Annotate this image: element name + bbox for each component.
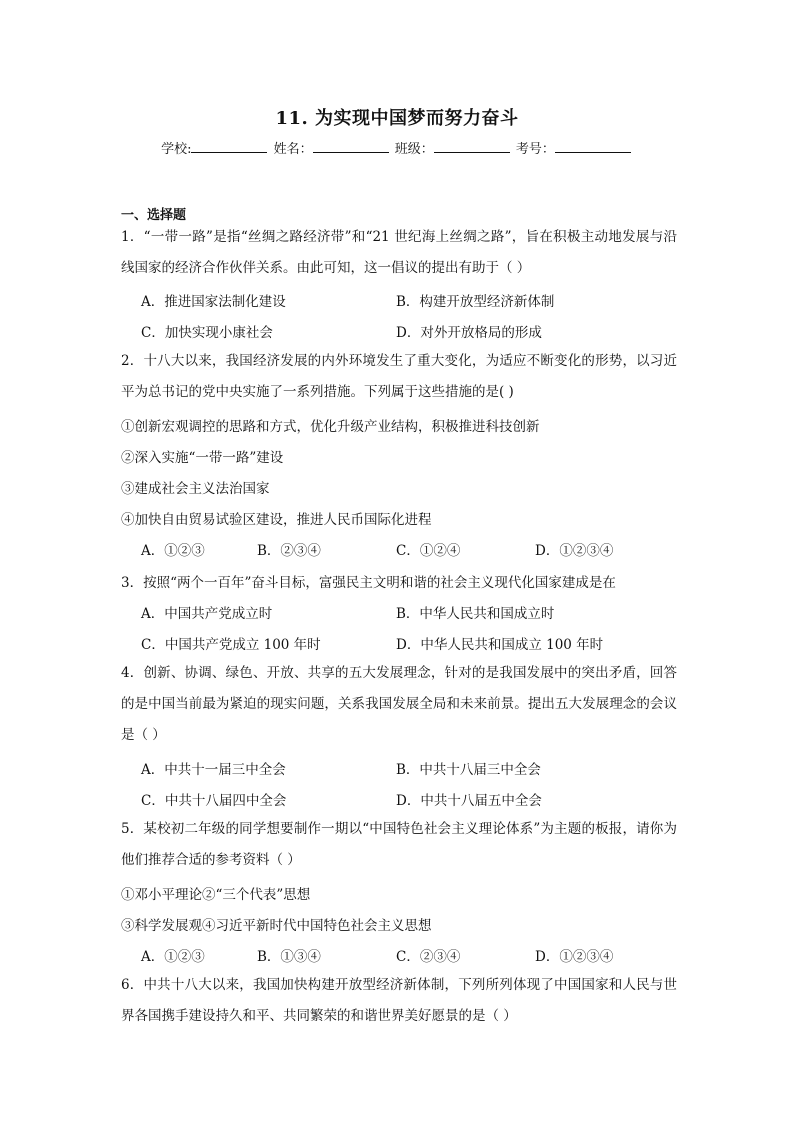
question-4-text: 4．创新、协调、绿色、开放、共享的五大发展理念，针对的是我国发展中的突出矛盾，回答的是中国当前最为紧迫的现实问题，关系我国发展全局和未来前景。提出五大发展理念的会议是（ ） xyxy=(121,665,677,743)
q2-item-1: ①创新宏观调控的思路和方式，优化升级产业结构，积极推进科技创新 xyxy=(121,419,540,435)
student-info-line xyxy=(0,138,794,157)
name-label: 姓名： xyxy=(273,142,313,157)
q5-item-1: ①邓小平理论②“三个代表”思想 xyxy=(121,887,311,903)
question-5-text: 5．某校初二年级的同学想要制作一期以“中国特色社会主义理论体系”为主题的板报，请你为他们推荐合适的参考资料（ ） xyxy=(121,821,677,868)
section-title: 一、选择题 xyxy=(121,208,187,223)
question-6-text: 6．中共十八大以来，我国加快构建开放型经济新体制，下列所列体现了中国国家和人民与世界各国携手建设持久和平、共同繁荣的和谐世界美好愿景的是（ ） xyxy=(121,977,677,1024)
page-title: 11. 为实现中国梦而努力奋斗 xyxy=(275,108,519,129)
q4-option-d: D．中共十八届五中全会 xyxy=(396,793,542,809)
exam-no-label: 考号： xyxy=(515,142,555,157)
q2-option-a: A．①②③ xyxy=(141,543,205,559)
q3-option-c: C．中国共产党成立 100 年时 xyxy=(141,637,321,653)
q1-option-a: A．推进国家法制化建设 xyxy=(141,294,286,310)
q5-option-a: A．①②③ xyxy=(141,949,205,965)
class-blank xyxy=(434,140,510,153)
q3-option-a: A．中国共产党成立时 xyxy=(141,606,273,622)
q4-option-c: C．中共十八届四中全会 xyxy=(141,793,287,809)
q4-option-b: B．中共十八届三中全会 xyxy=(396,762,541,778)
q1-option-d: D．对外开放格局的形成 xyxy=(396,325,542,341)
q2-item-4: ④加快自由贸易试验区建设，推进人民币国际化进程 xyxy=(121,512,432,528)
school-blank xyxy=(191,140,267,153)
q5-option-c: C．②③④ xyxy=(396,949,461,965)
q2-item-2: ②深入实施“一带一路”建设 xyxy=(121,450,284,466)
q2-item-3: ③建成社会主义法治国家 xyxy=(121,481,270,497)
class-label: 班级： xyxy=(394,142,434,157)
q2-option-d: D．①②③④ xyxy=(535,543,614,559)
q5-option-d: D．①②③④ xyxy=(535,949,614,965)
q1-option-c: C．加快实现小康社会 xyxy=(141,325,273,341)
name-blank xyxy=(313,140,389,153)
question-3-text: 3．按照“两个一百年”奋斗目标，富强民主文明和谐的社会主义现代化国家建成是在 xyxy=(121,575,616,591)
q3-option-d: D．中华人民共和国成立 100 年时 xyxy=(396,637,604,653)
q3-option-b: B．中华人民共和国成立时 xyxy=(396,606,555,622)
q2-option-b: B．②③④ xyxy=(257,543,321,559)
q2-option-c: C．①②④ xyxy=(396,543,461,559)
question-1-text: 1．“一带一路”是指“丝绸之路经济带”和“21 世纪海上丝绸之路”，旨在积极主动地发展与沿线国家的经济合作伙伴关系。由此可知，这一倡议的提出有助于（ ） xyxy=(121,229,677,276)
q5-item-2: ③科学发展观④习近平新时代中国特色社会主义思想 xyxy=(121,918,432,934)
q1-option-b: B．构建开放型经济新体制 xyxy=(396,294,555,310)
q4-option-a: A．中共十一届三中全会 xyxy=(141,762,286,778)
school-label: 学校: xyxy=(161,142,192,157)
exam-no-blank xyxy=(555,140,631,153)
question-2-text: 2．十八大以来，我国经济发展的内外环境发生了重大变化，为适应不断变化的形势，以习近平为总书记的党中央实施了一系列措施。下列属于这些措施的是( ) xyxy=(121,353,677,400)
q5-option-b: B．①③④ xyxy=(257,949,321,965)
